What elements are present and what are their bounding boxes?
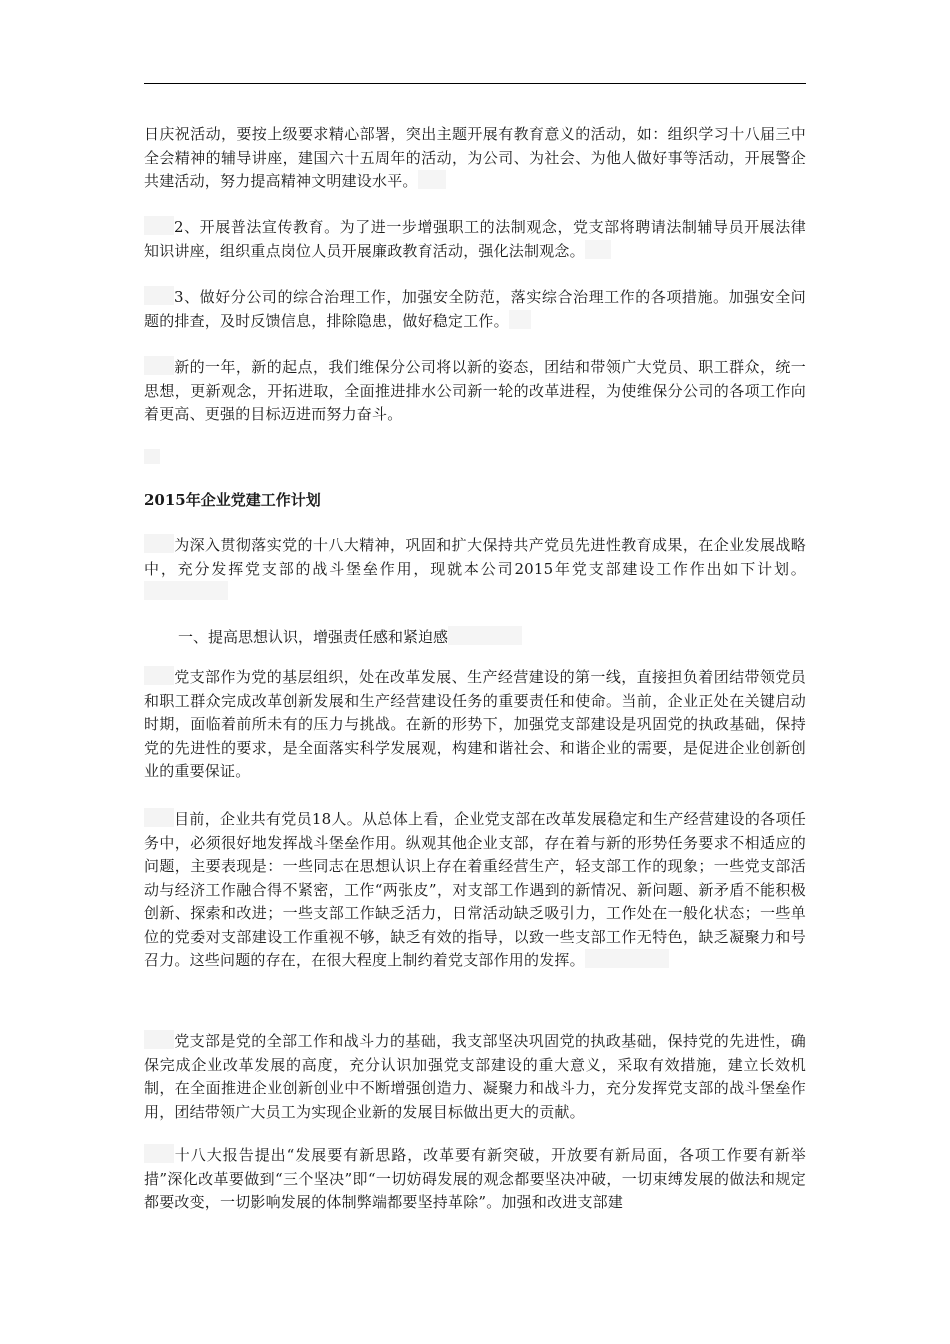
- paragraph-foundation: 党支部是党的全部工作和战斗力的基础，我支部坚决巩固党的执政基础，保持党的先进性，确保完成企业改革发展的高度，充分认识加强党支部建设的重大意义，采取有效措施，建立长效机制，在全面推进企业创新创业中不断增强创造力、凝聚力和战斗力，充分发挥党支部的战斗堡垒作用，团结带领广大员工为实现企业新的发展目标做出更大的贡献。: [144, 1032, 806, 1121]
- indent-space: [144, 286, 174, 305]
- subheading-1: 一、提高思想认识，增强责任感和紧迫感: [178, 626, 808, 648]
- trailing-space: [585, 240, 611, 259]
- indent-space: [144, 666, 174, 685]
- indent-space: [144, 1144, 174, 1163]
- indent-space: [144, 216, 174, 235]
- paragraph-role: 党支部作为党的基层组织，处在改革发展、生产经营建设的第一线，直接担负着团结带领党员和职工群众完成改革创新发展和生产经营建设任务的重要责任和使命。当前，企业正处在关键启动时期，面临着前所未有的压力与挑战。在新的形势下，加强党支部建设是巩固党的执政基础，保持党的先进性的要求，是全面落实科学发展观，构建和谐社会、和谐企业的需要，是促进企业创新创业的重要保证。: [144, 668, 806, 780]
- indent-space: [144, 1030, 174, 1049]
- paragraph-status: 目前，企业共有党员18人。从总体上看，企业党支部在改革发展稳定和生产经营建设的各项任务中，必须很好地发挥战斗堡垒作用。纵观其他企业支部，存在着与新的形势任务要求不相适应的问题，主要表现是：一些同志在思想认识上存在着重经营生产，轻支部工作的现象；一些党支部活动与经济工作融合得不紧密，工作“两张皮”，对支部工作遇到的新情况、新问题、新矛盾不能积极创新、探索和改进；一些支部工作缺乏活力，日常活动缺乏吸引力，工作处在一般化状态；一些单位的党委对支部建设工作重视不够，缺乏有效的指导，以致一些支部工作无特色，缺乏凝聚力和号召力。这些问题的存在，在很大程度上制约着党支部作用的发挥。: [144, 810, 806, 969]
- trailing-space: [585, 949, 669, 968]
- blank-line-marker: [144, 449, 160, 464]
- paragraph-intro: 为深入贯彻落实党的十八大精神，巩固和扩大保持共产党员先进性教育成果，在企业发展战略中，充分发挥党支部的战斗堡垒作用，现就本公司2015年党支部建设工作作出如下计划。: [144, 534, 806, 605]
- header-rule: [144, 83, 806, 84]
- paragraph-new-year: 新的一年，新的起点，我们维保分公司将以新的姿态，团结和带领广大党员、职工群众，统一思想，更新观念，开拓进取，全面推进排水公司新一轮的改革进程，为使维保分公司的各项工作向着更高、更强的目标迈进而努力奋斗。: [144, 358, 806, 423]
- indent-space: [144, 808, 174, 827]
- paragraph-safety: 3、做好分公司的综合治理工作，加强安全防范，落实综合治理工作的各项措施。加强安全问题的排查，及时反馈信息，排除隐患，做好稳定工作。: [144, 288, 806, 330]
- section-title: 2015年企业党建工作计划: [144, 491, 321, 509]
- trailing-space: [144, 581, 228, 600]
- paragraph-eighteenth-congress: 十八大报告提出“发展要有新思路，改革要有新突破，开放要有新局面，各项工作要有新举措”深化改革要做到“三个坚决”即“一切妨碍发展的观念都要坚决冲破，一切束缚发展的做法和规定都要改变，一切影响发展的体制弊端都要坚持革除”。加强和改进支部建: [144, 1146, 806, 1211]
- trailing-space: [448, 626, 522, 645]
- trailing-space: [418, 170, 446, 189]
- trailing-space: [509, 310, 531, 329]
- indent-space: [144, 356, 174, 375]
- paragraph-continuation: 日庆祝活动，要按上级要求精心部署，突出主题开展有教育意义的活动，如：组织学习十八届三中全会精神的辅导讲座，建国六十五周年的活动，为公司、为社会、为他人做好事等活动，开展警企共建活动，努力提高精神文明建设水平。: [144, 125, 806, 190]
- indent-space: [144, 534, 174, 553]
- paragraph-law-education: 2、开展普法宣传教育。为了进一步增强职工的法制观念，党支部将聘请法制辅导员开展法律知识讲座，组织重点岗位人员开展廉政教育活动，强化法制观念。: [144, 218, 806, 260]
